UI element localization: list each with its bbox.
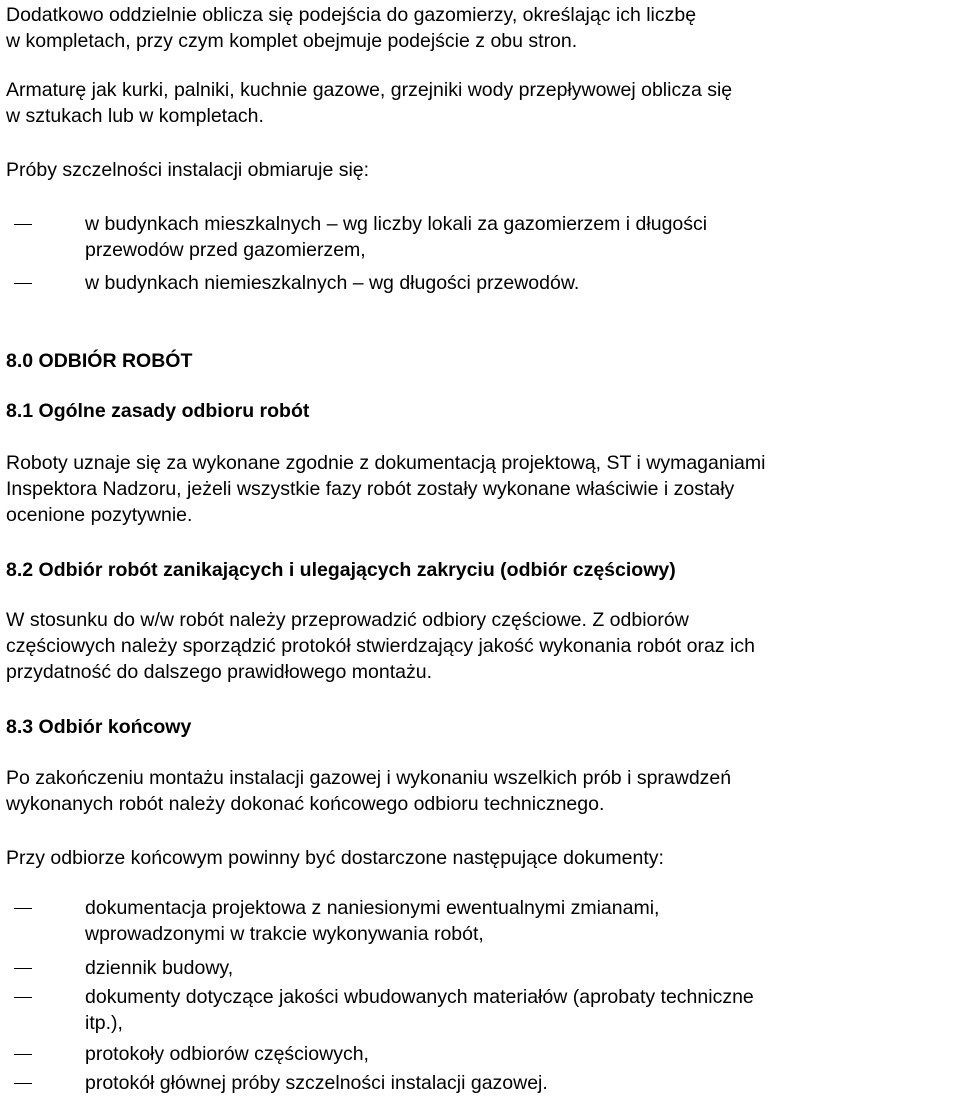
paragraph-required-documents — [6, 845, 956, 871]
list-item: w budynkach niemieszkalnych – wg długości przewodów. — [85, 272, 580, 294]
list-item: protokoły odbiorów częściowych, — [85, 1043, 369, 1065]
text-line: W stosunku do w/w robót należy przeprowadzić odbiory częściowe. Z odbiorów — [6, 609, 689, 631]
paragraph-section-8-3 — [6, 765, 956, 817]
text-line: ocenione pozytywnie. — [6, 504, 193, 526]
text-line: Inspektora Nadzoru, jeżeli wszystkie fazy robót zostały wykonane właściwie i zostały — [6, 478, 735, 500]
text-line: Po zakończeniu montażu instalacji gazowej i wykonaniu wszelkich prób i sprawdzeń — [6, 767, 732, 789]
text-line: Armaturę jak kurki, palniki, kuchnie gazowe, grzejniki wody przepływowej oblicza się — [6, 79, 733, 101]
list-item: dziennik budowy, — [85, 957, 234, 979]
text-line: Roboty uznaje się za wykonane zgodnie z dokumentacją projektową, ST i wymaganiami — [6, 452, 766, 474]
heading-section-8-3: 8.3 Odbiór końcowy — [6, 716, 192, 738]
list-item: protokół głównej próby szczelności instalacji gazowej. — [85, 1072, 548, 1094]
text-line: Przy odbiorze końcowym powinny być dostarczone następujące dokumenty: — [6, 847, 664, 869]
list-item: dokumentacja projektowa z naniesionymi ewentualnymi zmianami, wprowadzonymi w trakcie wykonywania robót, — [85, 897, 660, 945]
text-line: w kompletach, przy czym komplet obejmuje podejście z obu stron. — [6, 30, 578, 52]
text-line: w sztukach lub w kompletach. — [6, 105, 264, 127]
text-line: Próby szczelności instalacji obmiaruje się: — [6, 159, 370, 181]
paragraph-fittings — [6, 77, 956, 129]
heading-section-8-2: 8.2 Odbiór robót zanikających i ulegających zakryciu (odbiór częściowy) — [6, 559, 676, 581]
text-line: częściowych należy sporządzić protokół stwierdzający jakość wykonania robót oraz ich — [6, 635, 755, 657]
heading-section-8-1: 8.1 Ogólne zasady odbioru robót — [6, 400, 310, 422]
list-item: w budynkach mieszkalnych – wg liczby lokali za gazomierzem i długości przewodów przed gazomierzem, — [85, 213, 708, 261]
text-line: Dodatkowo oddzielnie oblicza się podejścia do gazomierzy, określając ich liczbę — [6, 4, 697, 26]
paragraph-section-8-2 — [6, 607, 956, 685]
text-line: wykonanych robót należy dokonać końcowego odbioru technicznego. — [6, 793, 605, 815]
text-line: przydatność do dalszego prawidłowego montażu. — [6, 661, 433, 683]
heading-section-8-0: 8.0 ODBIÓR ROBÓT — [6, 350, 193, 372]
paragraph-gas-meters — [6, 2, 956, 54]
paragraph-tightness-tests — [6, 157, 956, 183]
list-item: dokumenty dotyczące jakości wbudowanych materiałów (aprobaty techniczne itp.), — [85, 986, 754, 1034]
paragraph-section-8-1 — [6, 450, 956, 528]
